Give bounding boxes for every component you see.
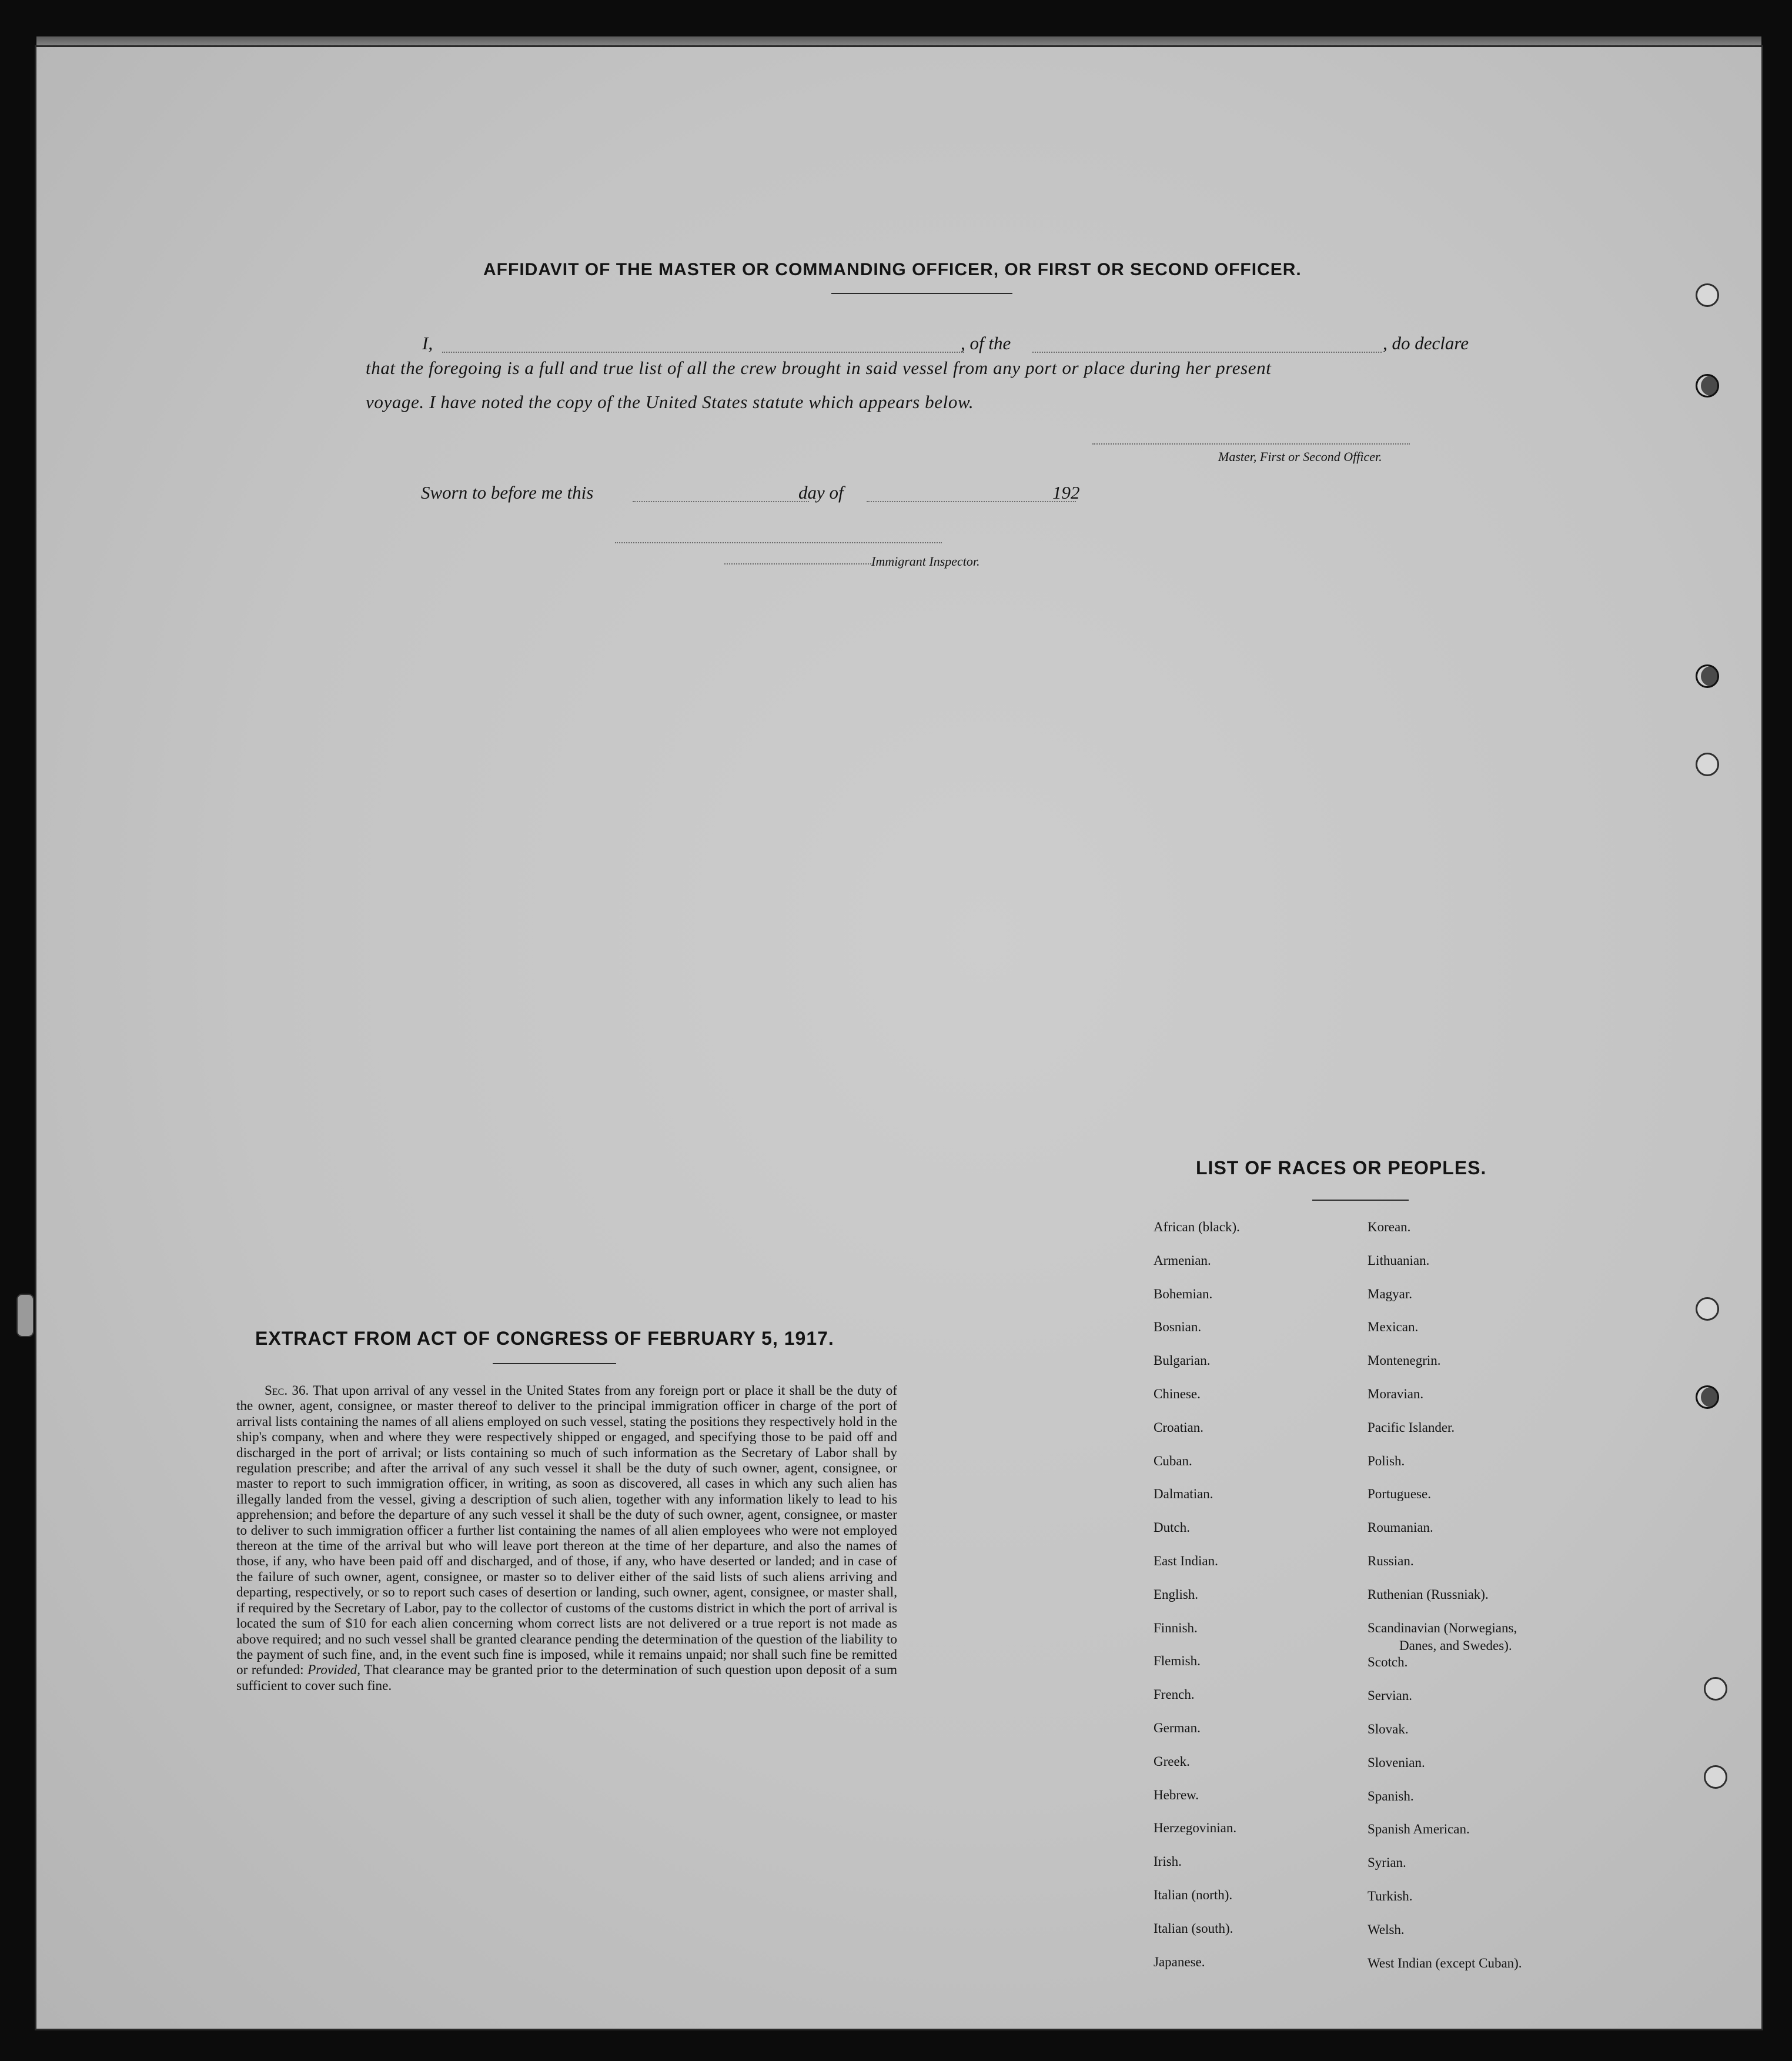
vessel-name-field[interactable] bbox=[1032, 352, 1382, 353]
punch-hole bbox=[1696, 664, 1719, 688]
race-item-right: Spanish. bbox=[1368, 1788, 1414, 1803]
race-item-left: Finnish. bbox=[1154, 1620, 1198, 1635]
section-text: That upon arrival of any vessel in the United States from any foreign port or place it shall be the duty of the owner, agent, consignee, or master thereof to deliver to the principal immigration officer in charge of the port of arrival lists containing the names of all aliens employed on such vessel, stating the positions they respectively hold in the ship's company, when and where they were respectively shipped or engaged, and specifying those to be paid off and discharged in the port of arrival; or lists containing so much of such information as the Secretary of Labor shall by regulation prescribe; and after the arrival of any such vessel it shall be the duty of such owner, agent, consignee, or master to report to such immigration officer, in writing, as soon as discovered, all cases in which any such alien has illegally landed from the vessel, giving a description of such alien, together with any information likely to lead to his apprehension; and before the departure of any such vessel it shall be the duty of such owner, agent, consignee, or master to deliver to such immigration officer a further list containing the names of all alien employees who were not employed thereon at the time of the arrival but who will leave port thereon at the time of her departure, and also the names of those, if any, who have been paid off and discharged, and of those, if any, who have deserted or landed; and in case of the failure of such owner, agent, consignee, or master so to deliver either of the said lists of such aliens arriving and departing, respectively, or so to report such cases of desertion or landing, such owner, agent, consignee, or master shall, if required by the Secretary of Labor, pay to the collector of customs of the customs district in which the port of arrival is located the sum of $10 for each alien concerning whom correct lists are not delivered or a true report is not made as above required; and no such vessel shall be granted clearance pending the determination of the question of the liability to the payment of such fine, and, in the event such fine is imposed, while it remains unpaid; nor shall such fine be remitted or refunded: bbox=[236, 1383, 897, 1678]
race-item-right: Moravian. bbox=[1368, 1387, 1424, 1401]
race-item-left: Bohemian. bbox=[1154, 1286, 1213, 1301]
race-item-right: Pacific Islander. bbox=[1368, 1419, 1455, 1435]
punch-hole bbox=[1704, 1765, 1727, 1789]
race-item-right: Slovenian. bbox=[1368, 1755, 1425, 1770]
race-item-right: Syrian. bbox=[1368, 1855, 1406, 1870]
inspector-caption: Immigrant Inspector. bbox=[871, 554, 980, 569]
race-item-left: Japanese. bbox=[1154, 1954, 1205, 1969]
race-item-right: Spanish American. bbox=[1368, 1822, 1470, 1837]
affidavit-line1-end: , do declare bbox=[1383, 333, 1469, 353]
affidavit-title: AFFIDAVIT OF THE MASTER OR COMMANDING OFFICER, OR FIRST OR SECOND OFFICER. bbox=[483, 260, 1302, 279]
race-item-left: German. bbox=[1154, 1721, 1201, 1735]
race-item-right: Ruthenian (Russniak). bbox=[1368, 1586, 1489, 1602]
race-item-right: Turkish. bbox=[1368, 1889, 1413, 1903]
race-item-left: Dalmatian. bbox=[1154, 1487, 1213, 1502]
binding-clip bbox=[16, 1294, 34, 1337]
affidavit-line1-mid: , of the bbox=[961, 333, 1011, 353]
race-item-left: Bulgarian. bbox=[1154, 1353, 1211, 1368]
race-item-left: Cuban. bbox=[1154, 1453, 1192, 1468]
race-item-right: Korean. bbox=[1368, 1220, 1411, 1234]
affidavit-line2: that the foregoing is a full and true list of all the crew brought in said vessel from any port or place during her present bbox=[366, 358, 1272, 378]
extract-title-rule bbox=[493, 1363, 616, 1364]
race-item-right: Lithuanian. bbox=[1368, 1252, 1430, 1268]
race-item-right: Scandinavian (Norwegians, bbox=[1368, 1620, 1517, 1635]
manifest-page bbox=[36, 47, 1761, 2029]
inspector-signature-field-2[interactable] bbox=[724, 563, 871, 564]
race-item-right: Welsh. bbox=[1368, 1922, 1405, 1937]
race-item-right: Slovak. bbox=[1368, 1722, 1409, 1736]
master-caption: Master, First or Second Officer. bbox=[1218, 449, 1382, 464]
races-title-rule bbox=[1312, 1200, 1409, 1201]
race-item-left: African (black). bbox=[1154, 1220, 1240, 1234]
race-item-left: Italian (north). bbox=[1154, 1888, 1233, 1902]
sworn-month-field[interactable] bbox=[867, 501, 1076, 502]
race-item-left: Croatian. bbox=[1154, 1419, 1203, 1435]
race-item-right: Scotch. bbox=[1368, 1655, 1408, 1670]
races-title: LIST OF RACES OR PEOPLES. bbox=[1196, 1157, 1487, 1178]
race-item-left: Flemish. bbox=[1154, 1654, 1201, 1669]
race-item-right: Portuguese. bbox=[1368, 1487, 1431, 1502]
punch-hole bbox=[1696, 1385, 1719, 1409]
sworn-day-field[interactable] bbox=[633, 501, 809, 502]
declarant-name-field[interactable] bbox=[442, 352, 964, 353]
race-item-left: Bosnian. bbox=[1154, 1320, 1202, 1335]
inspector-signature-field[interactable] bbox=[615, 542, 942, 543]
sworn-text: Sworn to before me this bbox=[421, 482, 594, 503]
race-item-left: English. bbox=[1154, 1586, 1199, 1602]
race-item-left: East Indian. bbox=[1154, 1554, 1218, 1568]
race-item-left: Italian (south). bbox=[1154, 1920, 1233, 1936]
race-item-left: Chinese. bbox=[1154, 1387, 1201, 1401]
race-item-right: West Indian (except Cuban). bbox=[1368, 1955, 1522, 1970]
race-item-right: Russian. bbox=[1368, 1554, 1414, 1568]
race-item-left: Greek. bbox=[1154, 1753, 1190, 1769]
race-item-right: Servian. bbox=[1368, 1688, 1413, 1703]
extract-body bbox=[236, 1383, 897, 1693]
affidavit-line1-start: I, bbox=[422, 333, 433, 353]
punch-hole bbox=[1704, 1677, 1727, 1701]
extract-title: EXTRACT FROM ACT OF CONGRESS OF FEBRUARY 5, 1917. bbox=[255, 1328, 834, 1349]
race-item-right: Montenegrin. bbox=[1368, 1353, 1441, 1368]
race-item-left: Herzegovinian. bbox=[1154, 1821, 1237, 1836]
race-item-left: Armenian. bbox=[1154, 1252, 1211, 1268]
race-item-right: Magyar. bbox=[1368, 1286, 1413, 1301]
sworn-year: 192 bbox=[1052, 482, 1080, 503]
punch-hole bbox=[1696, 374, 1719, 397]
punch-hole bbox=[1696, 753, 1719, 776]
provided-label: Provided, bbox=[307, 1662, 361, 1678]
punch-hole bbox=[1696, 283, 1719, 307]
race-item-right: Mexican. bbox=[1368, 1320, 1419, 1335]
affidavit-title-rule bbox=[831, 293, 1012, 294]
section-text-end: That clearance may be granted prior to the determination of such question upon deposit of a sum sufficient to cover such fine. bbox=[236, 1662, 897, 1693]
race-item-left: Dutch. bbox=[1154, 1520, 1190, 1535]
punch-hole bbox=[1696, 1297, 1719, 1321]
race-item-right: Danes, and Swedes). bbox=[1399, 1638, 1512, 1653]
race-item-right: Roumanian. bbox=[1368, 1520, 1433, 1535]
section-label: Sec. 36. bbox=[265, 1383, 309, 1398]
race-item-left: Irish. bbox=[1154, 1854, 1182, 1869]
master-signature-field[interactable] bbox=[1092, 443, 1410, 445]
race-item-right: Polish. bbox=[1368, 1453, 1405, 1468]
race-item-left: Hebrew. bbox=[1154, 1787, 1199, 1802]
affidavit-line3: voyage. I have noted the copy of the United States statute which appears below. bbox=[366, 392, 974, 412]
sworn-day-of: day of bbox=[798, 482, 844, 503]
race-item-left: French. bbox=[1154, 1687, 1195, 1702]
